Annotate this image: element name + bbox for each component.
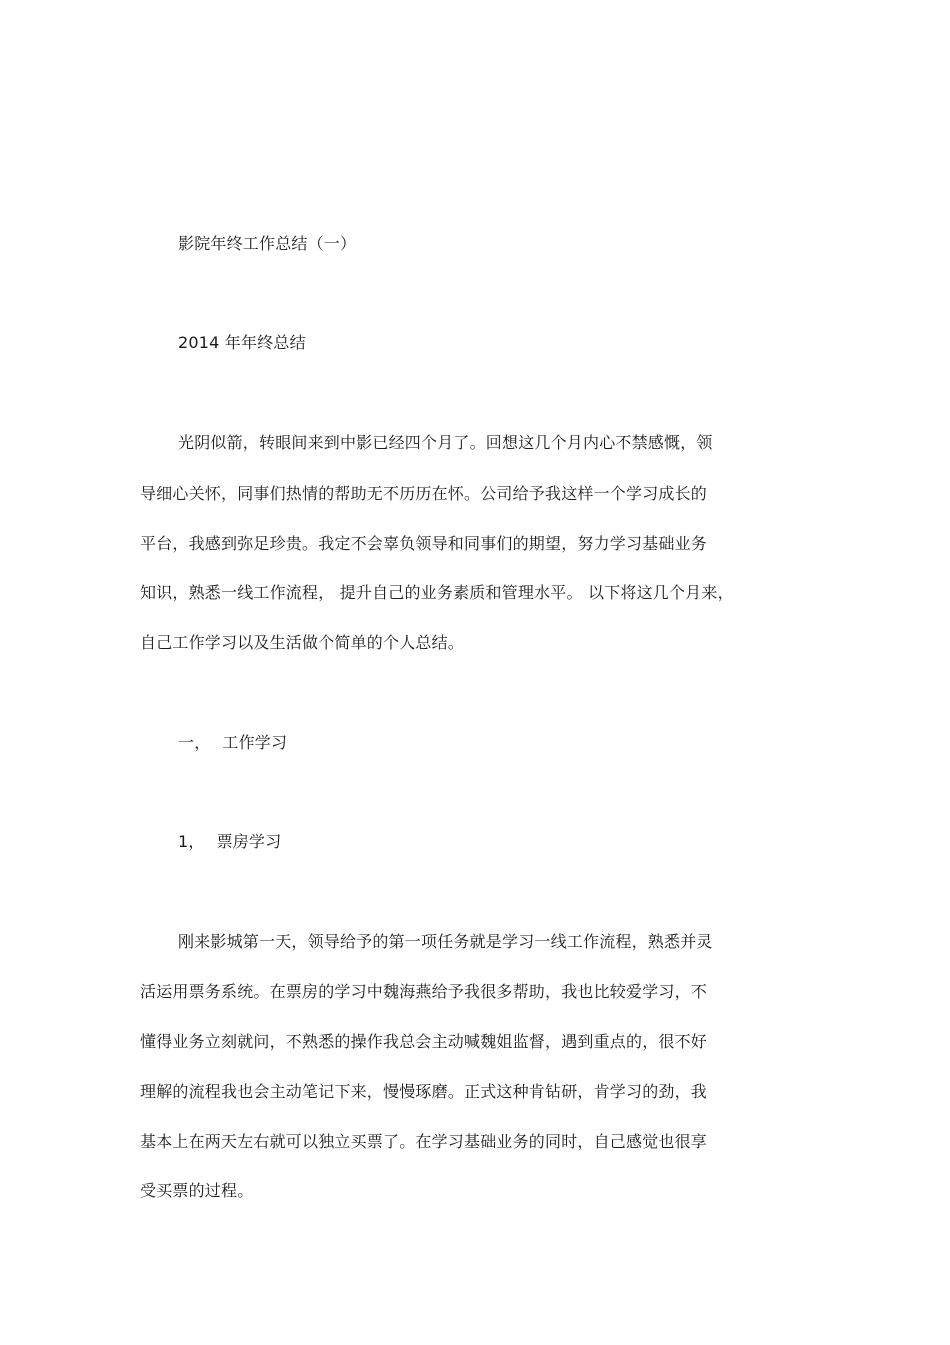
intro-line: 导细心关怀，同事们热情的帮助无不历历在怀。公司给予我这样一个学习成长的 — [140, 484, 708, 503]
intro-line: 光阴似箭，转眼间来到中影已经四个月了。回想这几个月内心不禁感慨，领 — [178, 433, 713, 452]
body-line: 理解的流程我也会主动笔记下来，慢慢琢磨。正式这种肯钻研，肯学习的劲，我 — [140, 1082, 708, 1101]
body-line: 受买票的过程。 — [140, 1181, 254, 1200]
section-number: 一， — [178, 733, 211, 752]
body-line: 懂得业务立刻就问，不熟悉的操作我总会主动喊魏姐监督，遇到重点的，很不好 — [140, 1032, 708, 1051]
body-line: 刚来影城第一天，领导给予的第一项任务就是学习一线工作流程，熟悉并灵 — [178, 932, 713, 951]
subsection-number: 1， — [178, 832, 205, 851]
intro-line: 知识，熟悉一线工作流程， 提升自己的业务素质和管理水平。 以下将这几个月来， — [140, 583, 734, 602]
body-line: 活运用票务系统。在票房的学习中魏海燕给予我很多帮助，我也比较爱学习，不 — [140, 982, 708, 1001]
document-subtitle: 2014 年年终总结 — [178, 333, 306, 352]
section-heading — [178, 733, 287, 753]
subsection-title: 票房学习 — [216, 832, 282, 851]
body-line: 基本上在两天左右就可以独立买票了。在学习基础业务的同时，自己感觉也很享 — [140, 1132, 708, 1151]
intro-line: 自己工作学习以及生活做个简单的个人总结。 — [140, 633, 465, 652]
section-title: 工作学习 — [222, 733, 288, 752]
intro-line: 平台，我感到弥足珍贵。我定不会辜负领导和同事们的期望，努力学习基础业务 — [140, 534, 708, 553]
document-title: 影院年终工作总结（一） — [178, 234, 357, 253]
subsection-heading — [178, 832, 281, 852]
